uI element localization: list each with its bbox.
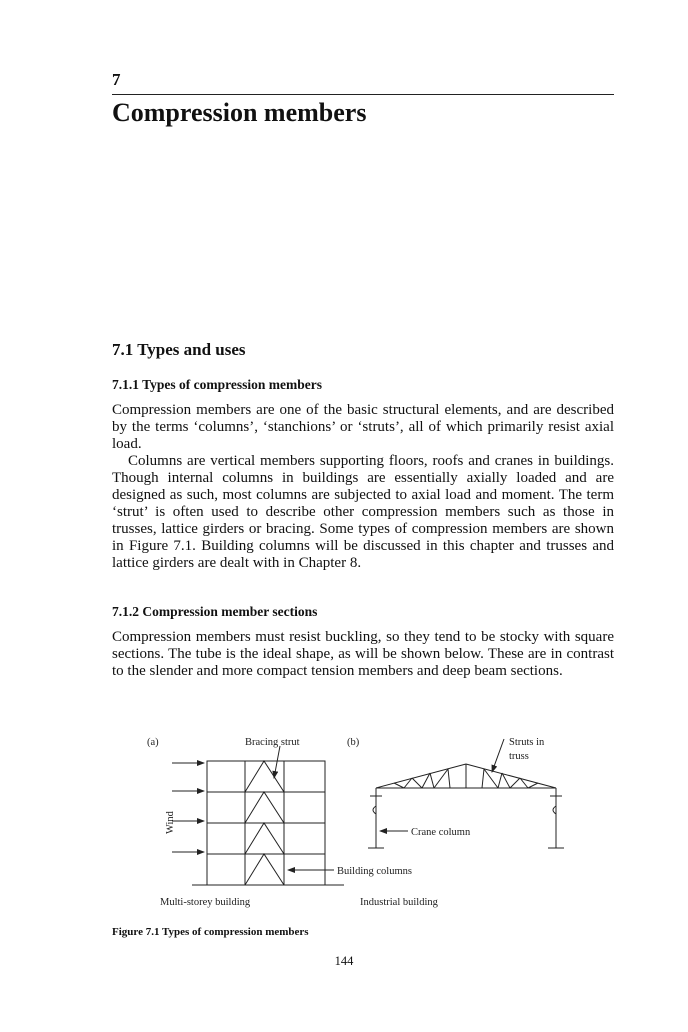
paragraph-types-intro: Compression members are one of the basic structural elements, and are described by the terms ‘columns’, ‘stanchions’ or ‘struts’, all of which primarily resist axial load. [112,402,614,452]
subsection-heading-sections: 7.1.2 Compression member sections [112,604,318,619]
paragraph-sections: Compression members must resist buckling, so they tend to be stocky with square sections. The tube is the ideal shape, as will be shown below. These are in contrast to the slender and more compact tension members and deep beam sections. [112,629,614,679]
crane-column-label: Crane column [411,827,471,838]
page-number: 144 [334,954,354,968]
section-heading: 7.1 Types and uses [112,340,246,359]
chapter-title: Compression members [112,98,367,127]
figure-label-b: (b) [347,737,360,748]
industrial-label: Industrial building [360,897,438,908]
bracing-strut-label: Bracing strut [245,737,300,748]
paragraph-columns: Columns are vertical members supporting floors, roofs and cranes in buildings. Though internal columns in buildings are essentially axially loaded and are designed as such, most columns are subjected to axial load and moment. The term ‘strut’ is often used to describe other compression members such as those in trusses, lattice girders or bracing. Some types of compression members are shown in Figure 7.1. Building columns will be discussed in this chapter and trusses and lattice girders are dealt with in Chapter 8. [112,453,614,571]
figure-caption: Figure 7.1 Types of compression members [112,926,309,938]
bracing-strut-leader [274,746,280,778]
building-columns-label: Building columns [337,866,412,877]
wind-arrows [172,763,204,852]
figure-compression-members [112,730,614,910]
struts-in-truss-leader [492,739,504,772]
figure-label-a: (a) [147,737,159,748]
wind-label: Wind [165,811,176,834]
multi-storey-frame [192,761,344,885]
struts-in-truss-label-2: truss [509,751,529,762]
chapter-number: 7 [112,70,121,89]
multi-storey-label: Multi-storey building [160,897,251,908]
subsection-heading-types: 7.1.1 Types of compression members [112,377,322,392]
struts-in-truss-label-1: Struts in [509,737,545,748]
chapter-rule [112,94,614,95]
